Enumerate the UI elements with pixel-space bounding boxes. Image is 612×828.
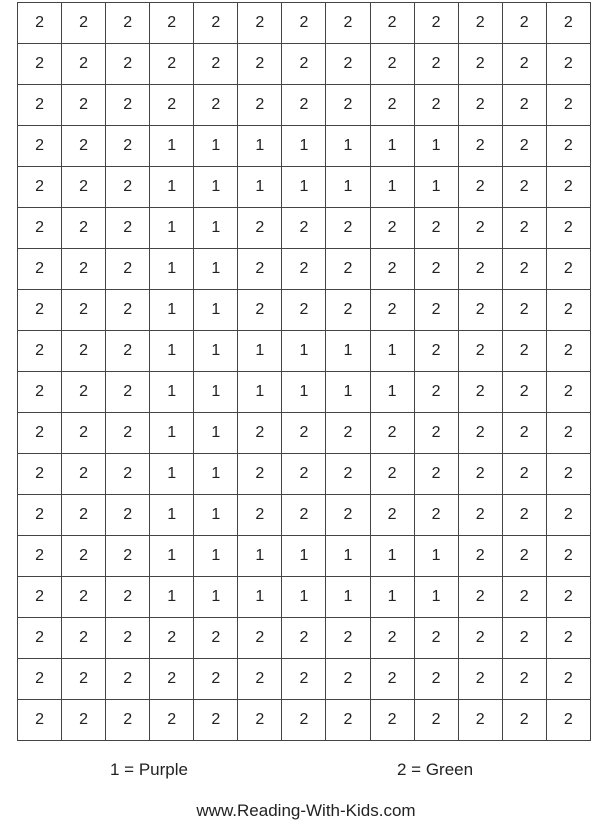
grid-cell: 2	[370, 290, 414, 331]
grid-cell: 2	[414, 85, 458, 126]
grid-cell: 2	[502, 700, 546, 741]
grid-cell: 2	[282, 208, 326, 249]
grid-cell: 2	[150, 3, 194, 44]
grid-cell: 2	[106, 659, 150, 700]
grid-cell: 2	[458, 85, 502, 126]
grid-cell: 2	[238, 44, 282, 85]
grid-cell: 2	[546, 700, 590, 741]
grid-cell: 2	[458, 618, 502, 659]
grid-cell: 2	[282, 44, 326, 85]
grid-cell: 2	[238, 618, 282, 659]
grid-cell: 2	[106, 700, 150, 741]
grid-cell: 2	[62, 331, 106, 372]
grid-cell: 2	[62, 577, 106, 618]
grid-cell: 2	[194, 618, 238, 659]
grid-row	[18, 331, 591, 372]
grid-cell: 2	[326, 413, 370, 454]
grid-cell: 2	[18, 85, 62, 126]
grid-cell: 1	[370, 577, 414, 618]
grid-cell: 2	[458, 44, 502, 85]
grid-cell: 1	[150, 290, 194, 331]
grid-row	[18, 372, 591, 413]
grid-cell: 2	[18, 454, 62, 495]
grid-cell: 2	[414, 290, 458, 331]
grid-cell: 1	[150, 536, 194, 577]
grid-cell: 2	[502, 331, 546, 372]
grid-cell: 2	[18, 208, 62, 249]
grid-cell: 2	[546, 454, 590, 495]
grid-cell: 2	[370, 618, 414, 659]
grid-cell: 1	[414, 126, 458, 167]
grid-cell: 2	[502, 290, 546, 331]
grid-cell: 2	[106, 85, 150, 126]
grid-cell: 2	[458, 659, 502, 700]
grid-cell: 2	[282, 495, 326, 536]
grid-cell: 1	[282, 126, 326, 167]
grid-cell: 2	[414, 372, 458, 413]
grid-cell: 1	[194, 167, 238, 208]
grid-cell: 2	[194, 85, 238, 126]
grid-cell: 1	[150, 126, 194, 167]
grid-cell: 2	[502, 249, 546, 290]
grid-cell: 2	[150, 85, 194, 126]
grid-cell: 2	[502, 413, 546, 454]
grid-row	[18, 249, 591, 290]
grid-cell: 1	[194, 495, 238, 536]
grid-cell: 2	[458, 290, 502, 331]
grid-cell: 2	[62, 659, 106, 700]
grid-cell: 2	[502, 167, 546, 208]
grid-cell: 2	[502, 495, 546, 536]
grid-cell: 2	[414, 413, 458, 454]
grid-cell: 1	[194, 290, 238, 331]
grid-cell: 1	[326, 167, 370, 208]
grid-cell: 2	[370, 413, 414, 454]
grid-cell: 2	[18, 536, 62, 577]
grid-cell: 2	[62, 536, 106, 577]
grid-row	[18, 700, 591, 741]
grid-row	[18, 208, 591, 249]
grid-cell: 2	[370, 85, 414, 126]
grid-cell: 2	[370, 659, 414, 700]
grid-cell: 2	[282, 3, 326, 44]
grid-cell: 1	[150, 208, 194, 249]
grid-cell: 2	[106, 618, 150, 659]
grid-cell: 2	[62, 249, 106, 290]
grid-cell: 2	[106, 3, 150, 44]
grid-row	[18, 3, 591, 44]
grid-cell: 2	[106, 249, 150, 290]
grid-cell: 2	[546, 249, 590, 290]
grid-cell: 1	[150, 577, 194, 618]
grid-row	[18, 618, 591, 659]
grid-cell: 2	[106, 167, 150, 208]
grid-cell: 2	[18, 331, 62, 372]
grid-cell: 2	[546, 577, 590, 618]
grid-cell: 2	[282, 659, 326, 700]
grid-row	[18, 85, 591, 126]
grid-cell: 1	[194, 331, 238, 372]
grid-cell: 2	[238, 290, 282, 331]
grid-cell: 2	[414, 331, 458, 372]
grid-cell: 2	[326, 454, 370, 495]
grid-cell: 2	[62, 126, 106, 167]
grid-cell: 2	[62, 372, 106, 413]
grid-cell: 2	[238, 495, 282, 536]
grid-cell: 1	[282, 167, 326, 208]
grid-cell: 2	[18, 577, 62, 618]
grid-cell: 1	[370, 536, 414, 577]
grid-cell: 2	[546, 618, 590, 659]
grid-cell: 2	[106, 413, 150, 454]
grid-cell: 2	[414, 659, 458, 700]
grid-cell: 2	[18, 3, 62, 44]
grid-body	[18, 3, 591, 741]
grid-cell: 1	[194, 536, 238, 577]
grid-cell: 2	[458, 700, 502, 741]
grid-cell: 2	[546, 659, 590, 700]
grid-cell: 2	[238, 249, 282, 290]
grid-cell: 2	[546, 495, 590, 536]
grid-cell: 2	[414, 454, 458, 495]
grid-cell: 1	[194, 372, 238, 413]
grid-cell: 2	[18, 700, 62, 741]
legend-purple: 1 = Purple	[110, 760, 188, 779]
grid-cell: 2	[62, 290, 106, 331]
grid-cell: 1	[326, 577, 370, 618]
grid-cell: 1	[282, 331, 326, 372]
grid-cell: 2	[238, 3, 282, 44]
grid-cell: 2	[502, 577, 546, 618]
grid-cell: 1	[238, 577, 282, 618]
grid-cell: 1	[150, 249, 194, 290]
grid-cell: 2	[414, 249, 458, 290]
grid-cell: 1	[370, 167, 414, 208]
grid-cell: 2	[282, 700, 326, 741]
grid-cell: 2	[502, 3, 546, 44]
grid-cell: 2	[546, 372, 590, 413]
grid-cell: 2	[458, 577, 502, 618]
grid-cell: 2	[238, 700, 282, 741]
grid-cell: 2	[194, 44, 238, 85]
grid-cell: 2	[194, 659, 238, 700]
grid-cell: 2	[326, 700, 370, 741]
website-url: www.Reading-With-Kids.com	[196, 801, 416, 820]
grid-cell: 2	[370, 44, 414, 85]
grid-cell: 2	[282, 85, 326, 126]
grid-cell: 2	[106, 495, 150, 536]
grid-cell: 2	[502, 618, 546, 659]
grid-cell: 1	[150, 167, 194, 208]
grid-cell: 2	[18, 413, 62, 454]
grid-cell: 2	[502, 659, 546, 700]
grid-cell: 1	[326, 331, 370, 372]
grid-cell: 2	[370, 208, 414, 249]
grid-cell: 2	[458, 249, 502, 290]
grid-cell: 1	[414, 536, 458, 577]
grid-cell: 2	[18, 618, 62, 659]
grid-cell: 2	[458, 167, 502, 208]
grid-cell: 2	[106, 577, 150, 618]
grid-cell: 2	[326, 44, 370, 85]
grid-cell: 2	[18, 249, 62, 290]
grid-cell: 2	[18, 495, 62, 536]
grid-cell: 2	[62, 454, 106, 495]
color-by-number-grid	[17, 2, 591, 741]
grid-cell: 2	[18, 126, 62, 167]
grid-cell: 1	[150, 454, 194, 495]
grid-cell: 2	[370, 3, 414, 44]
grid-cell: 2	[546, 536, 590, 577]
grid-row	[18, 126, 591, 167]
grid-cell: 1	[238, 167, 282, 208]
grid-cell: 1	[194, 413, 238, 454]
grid-cell: 1	[150, 495, 194, 536]
grid-cell: 2	[414, 3, 458, 44]
grid-cell: 2	[150, 618, 194, 659]
grid-cell: 1	[194, 249, 238, 290]
grid-cell: 1	[238, 536, 282, 577]
grid-cell: 1	[370, 126, 414, 167]
grid-row	[18, 290, 591, 331]
grid-cell: 2	[546, 331, 590, 372]
grid-cell: 2	[502, 85, 546, 126]
grid-cell: 2	[238, 659, 282, 700]
grid-cell: 1	[326, 372, 370, 413]
grid-cell: 2	[18, 659, 62, 700]
grid-cell: 2	[238, 413, 282, 454]
grid-cell: 2	[414, 208, 458, 249]
grid-cell: 2	[502, 208, 546, 249]
grid-cell: 2	[106, 372, 150, 413]
grid-cell: 2	[150, 700, 194, 741]
grid-cell: 1	[238, 331, 282, 372]
grid-cell: 2	[458, 536, 502, 577]
grid-cell: 2	[62, 44, 106, 85]
grid-cell: 2	[62, 495, 106, 536]
grid-cell: 2	[458, 3, 502, 44]
grid-cell: 1	[414, 577, 458, 618]
grid-cell: 2	[18, 44, 62, 85]
grid-cell: 2	[326, 249, 370, 290]
grid-cell: 2	[194, 3, 238, 44]
grid-cell: 2	[194, 700, 238, 741]
grid-cell: 2	[546, 290, 590, 331]
grid-cell: 2	[326, 208, 370, 249]
grid-cell: 2	[106, 536, 150, 577]
grid-cell: 2	[282, 618, 326, 659]
grid-cell: 2	[414, 44, 458, 85]
grid-cell: 2	[414, 700, 458, 741]
grid-cell: 1	[370, 372, 414, 413]
grid-row	[18, 44, 591, 85]
grid-cell: 2	[326, 659, 370, 700]
grid-cell: 1	[194, 208, 238, 249]
grid-cell: 1	[150, 372, 194, 413]
grid-cell: 2	[546, 85, 590, 126]
grid-cell: 2	[238, 208, 282, 249]
grid-cell: 2	[106, 208, 150, 249]
grid-cell: 2	[62, 413, 106, 454]
grid-cell: 2	[106, 126, 150, 167]
grid-cell: 2	[62, 618, 106, 659]
grid-cell: 2	[326, 495, 370, 536]
grid-cell: 2	[62, 85, 106, 126]
grid-cell: 2	[106, 290, 150, 331]
grid-row	[18, 167, 591, 208]
grid-cell: 2	[238, 454, 282, 495]
grid-cell: 1	[282, 536, 326, 577]
grid-row	[18, 536, 591, 577]
grid-cell: 2	[458, 454, 502, 495]
grid-row	[18, 454, 591, 495]
grid-cell: 2	[326, 3, 370, 44]
grid-cell: 2	[502, 126, 546, 167]
grid-cell: 2	[150, 44, 194, 85]
grid-cell: 2	[414, 495, 458, 536]
grid-cell: 1	[282, 372, 326, 413]
grid-cell: 2	[370, 495, 414, 536]
grid-cell: 2	[326, 618, 370, 659]
grid-cell: 1	[414, 167, 458, 208]
grid-cell: 2	[106, 44, 150, 85]
grid-cell: 2	[502, 536, 546, 577]
grid-cell: 2	[458, 126, 502, 167]
grid-cell: 2	[546, 413, 590, 454]
grid-cell: 2	[62, 3, 106, 44]
grid-cell: 1	[370, 331, 414, 372]
grid-cell: 2	[370, 700, 414, 741]
grid-cell: 2	[546, 167, 590, 208]
grid-cell: 2	[150, 659, 194, 700]
grid-cell: 1	[238, 126, 282, 167]
grid-cell: 1	[282, 577, 326, 618]
grid-cell: 2	[62, 167, 106, 208]
grid-cell: 2	[502, 372, 546, 413]
grid-cell: 2	[502, 454, 546, 495]
grid-cell: 2	[370, 454, 414, 495]
grid-cell: 2	[458, 372, 502, 413]
grid-row	[18, 413, 591, 454]
grid-cell: 2	[546, 44, 590, 85]
grid-row	[18, 577, 591, 618]
grid-cell: 1	[326, 126, 370, 167]
grid-row	[18, 659, 591, 700]
grid-cell: 2	[502, 44, 546, 85]
grid-cell: 2	[282, 249, 326, 290]
grid-cell: 2	[106, 331, 150, 372]
grid-cell: 2	[18, 290, 62, 331]
grid-cell: 1	[150, 331, 194, 372]
grid-cell: 2	[18, 167, 62, 208]
grid-cell: 1	[194, 454, 238, 495]
grid-cell: 2	[546, 3, 590, 44]
grid-cell: 1	[238, 372, 282, 413]
grid-cell: 2	[62, 700, 106, 741]
grid-cell: 2	[546, 208, 590, 249]
legend-green: 2 = Green	[397, 760, 474, 779]
grid-cell: 2	[458, 413, 502, 454]
grid-cell: 2	[282, 290, 326, 331]
grid-cell: 1	[326, 536, 370, 577]
grid-cell: 2	[326, 85, 370, 126]
grid-cell: 1	[194, 577, 238, 618]
grid-cell: 2	[546, 126, 590, 167]
grid-cell: 2	[458, 208, 502, 249]
grid-cell: 2	[414, 618, 458, 659]
grid-cell: 2	[458, 331, 502, 372]
grid-cell: 2	[326, 290, 370, 331]
grid-cell: 2	[370, 249, 414, 290]
grid-row	[18, 495, 591, 536]
grid-cell: 1	[194, 126, 238, 167]
grid-cell: 2	[458, 495, 502, 536]
grid-cell: 2	[238, 85, 282, 126]
grid-cell: 2	[282, 413, 326, 454]
grid-cell: 2	[282, 454, 326, 495]
grid-cell: 2	[62, 208, 106, 249]
grid-cell: 2	[18, 372, 62, 413]
grid-cell: 2	[106, 454, 150, 495]
grid-cell: 1	[150, 413, 194, 454]
